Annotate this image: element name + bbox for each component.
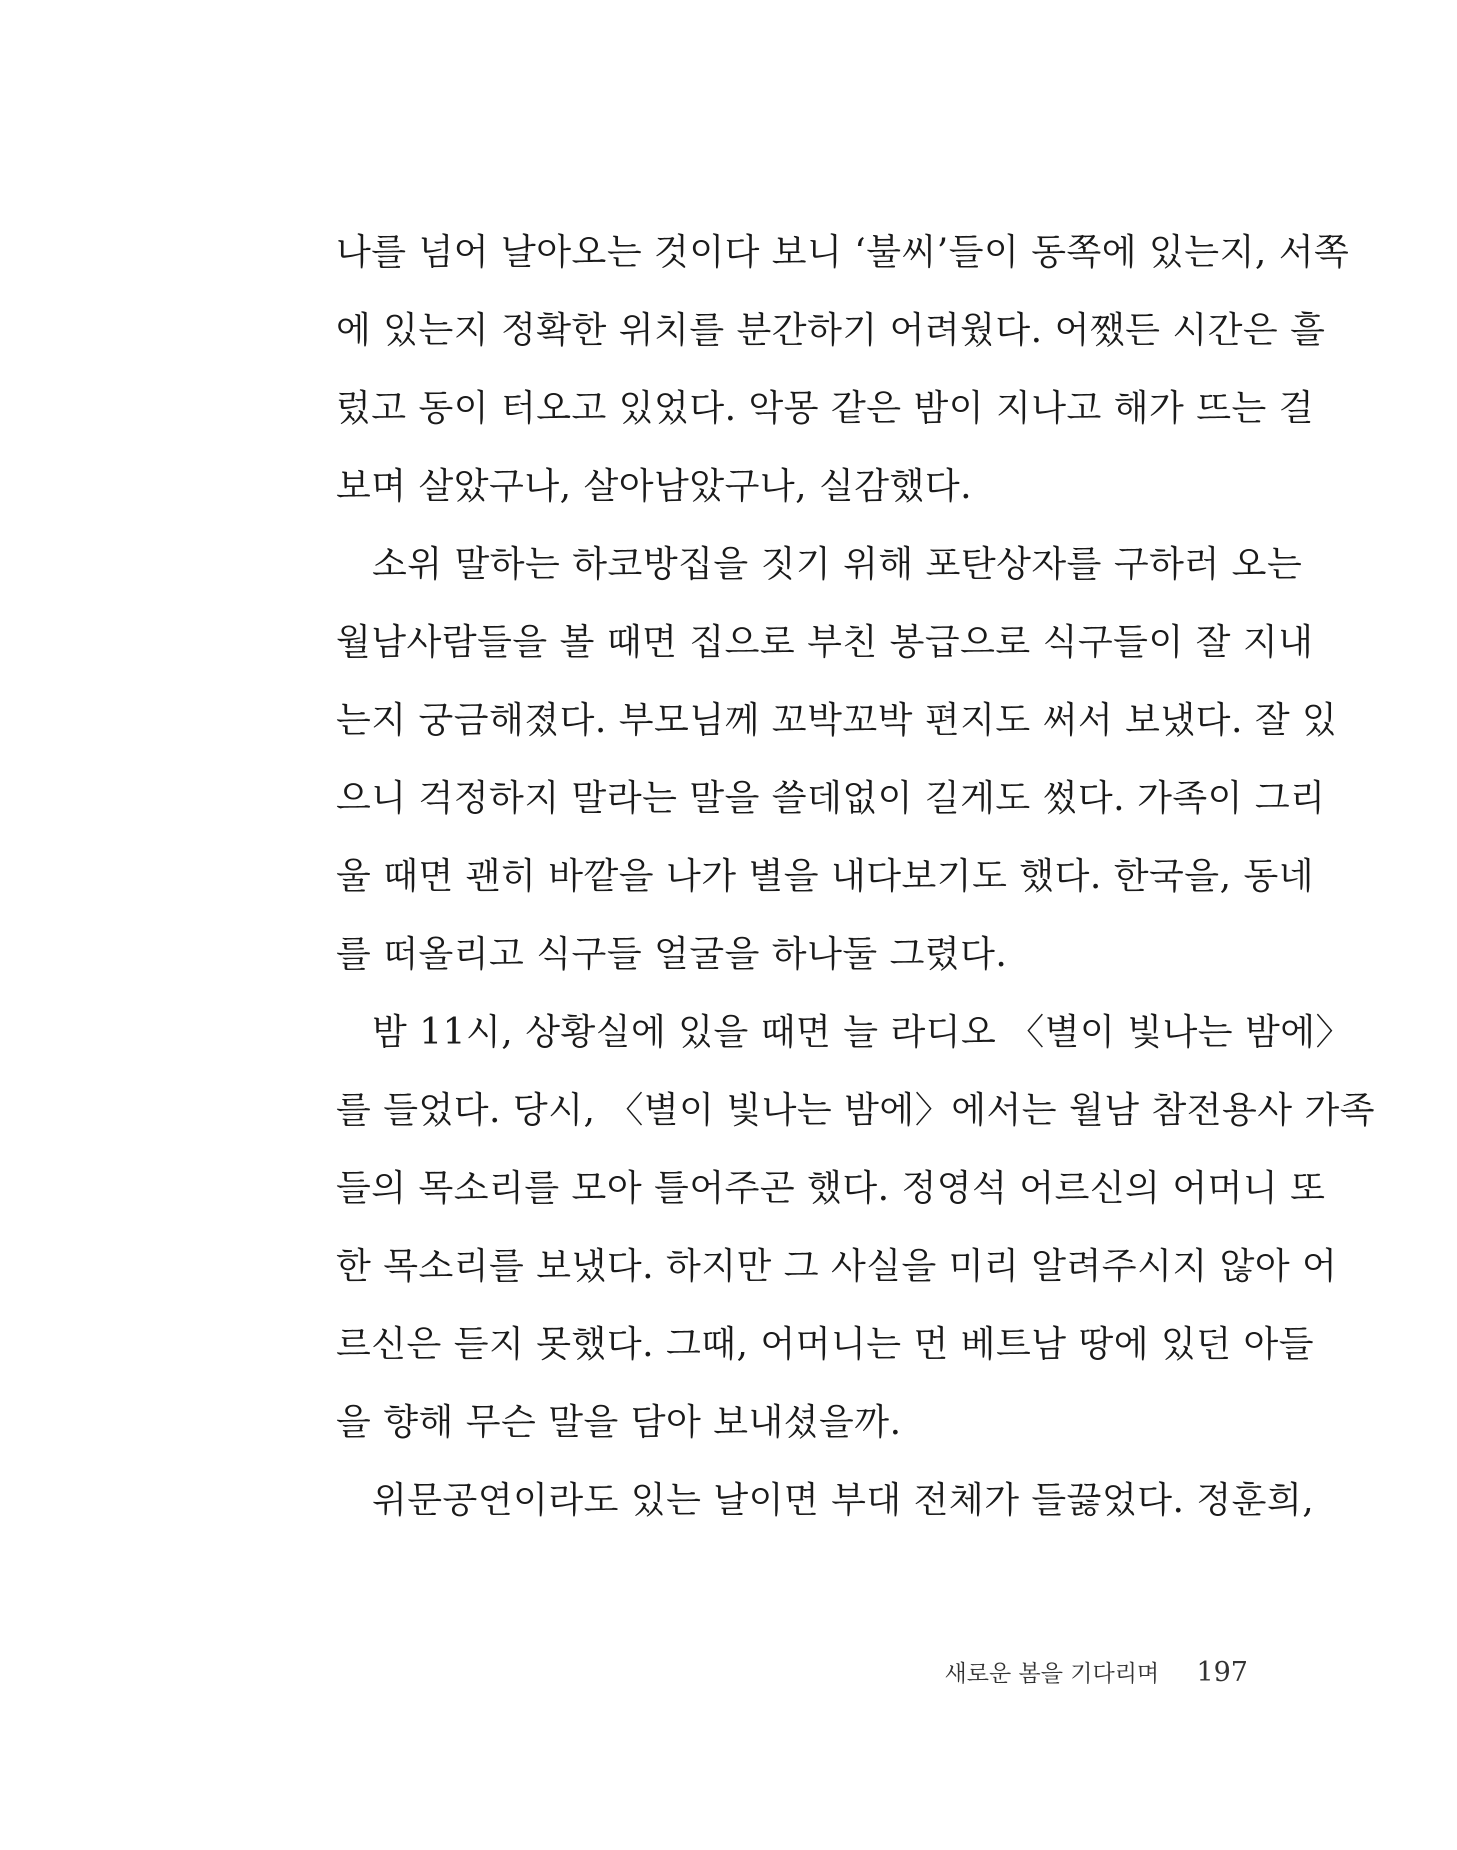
text-line: 한 목소리를 보냈다. 하지만 그 사실을 미리 알려주시지 않아 어 [336,1246,1338,1287]
page-number: 197 [1196,1657,1248,1688]
text-line: 를 떠올리고 식구들 얼굴을 하나둘 그렸다. [336,934,1008,975]
text-line: 소위 말하는 하코방집을 짓기 위해 포탄상자를 구하러 오는 [372,544,1303,585]
text-line: 나를 넘어 날아오는 것이다 보니 ‘불씨’들이 동쪽에 있는지, 서쪽 [336,232,1350,273]
body-text [336,214,1376,1540]
text-line: 를 들었다. 당시, 〈별이 빛나는 밤에〉에서는 월남 참전용사 가족 [336,1090,1376,1131]
text-line: 르신은 듣지 못했다. 그때, 어머니는 먼 베트남 땅에 있던 아들 [336,1324,1315,1365]
text-line: 렀고 동이 터오고 있었다. 악몽 같은 밤이 지나고 해가 뜨는 걸 [336,388,1315,429]
text-line: 으니 걱정하지 말라는 말을 쓸데없이 길게도 썼다. 가족이 그리 [336,778,1326,819]
text-line: 을 향해 무슨 말을 담아 보내셨을까. [336,1402,902,1443]
text-line: 월남사람들을 볼 때면 집으로 부친 봉급으로 식구들이 잘 지내 [336,622,1314,663]
text-line: 들의 목소리를 모아 틀어주곤 했다. 정영석 어르신의 어머니 또 [336,1168,1326,1209]
text-line: 는지 궁금해졌다. 부모님께 꼬박꼬박 편지도 써서 보냈다. 잘 있 [336,700,1338,741]
text-line: 보며 살았구나, 살아남았구나, 실감했다. [336,466,973,507]
text-line: 울 때면 괜히 바깥을 나가 별을 내다보기도 했다. 한국을, 동네 [336,856,1315,897]
text-line: 밤 11시, 상황실에 있을 때면 늘 라디오 〈별이 빛나는 밤에〉 [372,1012,1353,1053]
text-line: 에 있는지 정확한 위치를 분간하기 어려웠다. 어쨌든 시간은 흘 [336,310,1326,351]
running-title: 새로운 봄을 기다리며 [944,1661,1160,1687]
text-line: 위문공연이라도 있는 날이면 부대 전체가 들끓었다. 정훈희, [372,1480,1315,1521]
page-footer [945,1655,1248,1688]
